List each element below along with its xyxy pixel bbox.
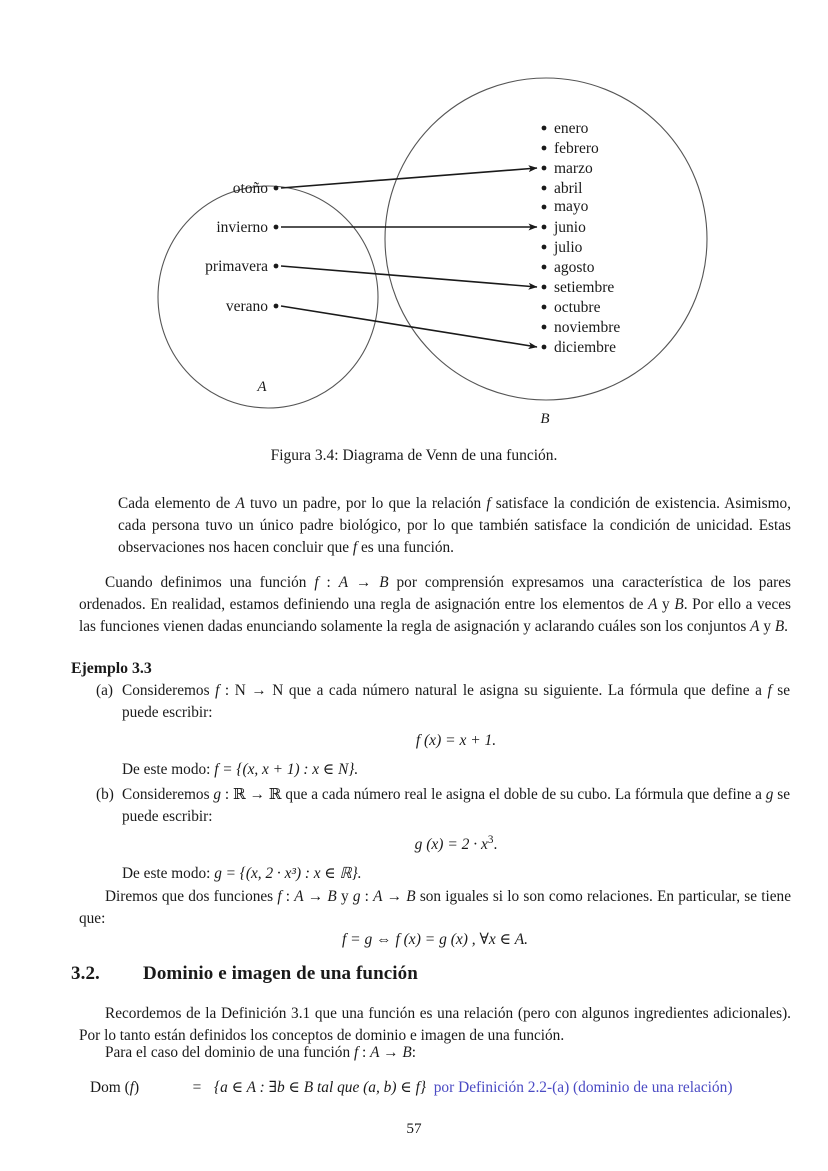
p3-c2: : bbox=[360, 888, 374, 905]
example-heading: Ejemplo 3.3 bbox=[71, 660, 152, 677]
quote-paragraph bbox=[118, 493, 791, 560]
quote-text-mid: tuvo un padre, por lo que la relación bbox=[244, 495, 487, 512]
ex-a-post: que a cada número natural le asigna su siguiente. La fórmula que define a bbox=[283, 682, 768, 699]
math-a: A bbox=[370, 1044, 380, 1061]
p2-s2: por comprensión expresamos una característica de los pares ordenados. En realidad, estamos definiendo una regla de asignación entre los elementos de bbox=[79, 574, 791, 614]
section-heading bbox=[71, 963, 418, 985]
example-item-marker: (b) bbox=[96, 786, 114, 803]
set-b-item-label: agosto bbox=[554, 259, 595, 276]
example-item-b bbox=[96, 784, 790, 885]
set-a-item-label: verano bbox=[225, 298, 268, 315]
equation-gx bbox=[122, 834, 790, 856]
ex-a-colon: : bbox=[219, 682, 235, 699]
equation-f-equals-g-text: f = g ⇔ f (x) = g (x) , ∀x ∈ A. bbox=[341, 931, 529, 948]
p3-c1: : bbox=[281, 888, 295, 905]
quote-text-pre: Cada elemento de bbox=[118, 495, 236, 512]
ex-a-pre: Consideremos bbox=[122, 682, 216, 699]
math-g: g bbox=[765, 786, 774, 803]
set-b-item-label: mayo bbox=[554, 198, 589, 215]
set-b-item-label: julio bbox=[554, 239, 583, 256]
set-b-item-label: junio bbox=[554, 219, 586, 236]
page-number: 57 bbox=[406, 1120, 422, 1137]
equation-gx-exponent: 3 bbox=[487, 834, 494, 847]
equation-fx bbox=[122, 730, 790, 752]
dom-lhs: Dom (f) bbox=[90, 1079, 140, 1096]
ex-b-post: que a cada número real le asigna el doble de su cubo. La fórmula que define a bbox=[281, 786, 766, 803]
math-b: B bbox=[406, 888, 416, 905]
ex-b-conclusion-eq: g = {(x, 2 · x³) : x ∈ ℝ}. bbox=[214, 864, 362, 882]
p2-s4: . Por ello a veces las funciones vienen dadas enunciando solamente la regla de asignación y aclarando cuáles son los conjuntos bbox=[79, 596, 791, 636]
set-a-point-verano bbox=[274, 304, 279, 309]
mapping-arrow-verano-diciembre bbox=[281, 306, 537, 347]
math-a: A bbox=[294, 888, 304, 905]
p2-s5: y bbox=[759, 618, 775, 636]
set-b-item-label: setiembre bbox=[554, 279, 615, 296]
venn-diagram-figure bbox=[0, 50, 828, 450]
math-naturals: N bbox=[272, 682, 284, 699]
example-item-marker: (a) bbox=[96, 682, 113, 699]
math-naturals: N bbox=[234, 682, 246, 699]
ex-a-end: se puede escribir: bbox=[122, 682, 791, 722]
math-b: B bbox=[327, 888, 337, 905]
math-b: B bbox=[674, 596, 684, 614]
dom-reference-link[interactable]: por Definición 2.2-(a) (dominio de una relación) bbox=[433, 1079, 733, 1096]
mapping-arrow-primavera-setiembre bbox=[281, 266, 537, 287]
math-reals: ℝ bbox=[233, 786, 246, 803]
math-b: B bbox=[379, 574, 389, 591]
math-a: A bbox=[373, 888, 383, 905]
quote-text-end: es una función. bbox=[357, 539, 455, 557]
set-b-item-label: abril bbox=[554, 180, 583, 197]
math-f: f bbox=[215, 682, 220, 699]
ex-b-pre: Consideremos bbox=[122, 786, 214, 803]
math-a: A bbox=[648, 596, 658, 614]
ex-b-end: se puede escribir: bbox=[122, 786, 791, 826]
p2-arrow: → bbox=[348, 574, 380, 591]
math-a: A bbox=[235, 495, 245, 512]
set-b-point-agosto bbox=[542, 265, 547, 270]
section-number: 3.2. bbox=[71, 963, 100, 984]
set-a-item-label: otoño bbox=[232, 180, 268, 197]
equation-gx-tail: . bbox=[493, 836, 498, 854]
set-b-point-julio bbox=[542, 245, 547, 250]
set-b-point-enero bbox=[542, 126, 547, 131]
dom-rhs: {a ∈ A : ∃b ∈ B tal que (a, b) ∈ f} bbox=[214, 1079, 427, 1096]
p3-s1: Diremos que dos funciones bbox=[105, 888, 278, 905]
equation-f-equals-g-wrap bbox=[79, 923, 791, 957]
ex-b-conclusion-pre: De este modo: bbox=[122, 864, 215, 882]
set-b-item-label: marzo bbox=[554, 160, 593, 177]
ex-a-conclusion-pre: De este modo: bbox=[122, 760, 215, 778]
set-b-point-febrero bbox=[542, 146, 547, 151]
ex-b-arrow: → bbox=[245, 786, 269, 803]
set-a-item-label: primavera bbox=[205, 258, 268, 275]
p2-colon: : bbox=[318, 574, 339, 591]
p2-s6: . bbox=[784, 618, 788, 636]
math-b: B bbox=[402, 1044, 412, 1061]
math-a: A bbox=[338, 574, 349, 591]
ex-a-arrow: → bbox=[245, 682, 273, 699]
p2-s1: Cuando definimos una función bbox=[105, 574, 315, 591]
ex-b-colon: : bbox=[221, 786, 234, 803]
set-b-point-marzo bbox=[542, 166, 547, 171]
p5-c: : bbox=[358, 1044, 371, 1061]
set-a-point-primavera bbox=[274, 264, 279, 269]
dom-definition-line bbox=[90, 1078, 790, 1097]
set-b-point-octubre bbox=[542, 305, 547, 310]
set-b-circle bbox=[385, 78, 707, 400]
p5-ar: → bbox=[379, 1044, 403, 1061]
math-b: B bbox=[774, 618, 785, 636]
ex-a-conclusion bbox=[122, 759, 790, 781]
figure-caption: Figura 3.4: Diagrama de Venn de una función. bbox=[270, 447, 558, 464]
dom-equals: = bbox=[192, 1079, 202, 1096]
set-b-point-junio bbox=[542, 225, 547, 230]
p3-s3: son iguales si lo son como relaciones. En particular, se tiene que: bbox=[79, 888, 791, 928]
math-f: f bbox=[767, 682, 772, 699]
set-b-point-mayo bbox=[542, 205, 547, 210]
equation-fx-text: f (x) = x + 1. bbox=[415, 732, 497, 750]
math-f: f bbox=[314, 574, 319, 591]
set-a-point-otono bbox=[274, 186, 279, 191]
math-f: f bbox=[277, 888, 282, 905]
paragraph-comprension bbox=[79, 572, 791, 639]
p3-s2: y bbox=[336, 888, 353, 905]
p5-s1: Para el caso del dominio de una función bbox=[105, 1044, 354, 1061]
set-a-circle bbox=[158, 186, 378, 408]
set-b-point-diciembre bbox=[542, 345, 547, 350]
math-a: A bbox=[750, 618, 760, 636]
math-g: g bbox=[352, 888, 361, 905]
equation-f-equals-g bbox=[79, 929, 791, 951]
example-item-a bbox=[96, 680, 790, 781]
paragraph-dominio-caso bbox=[79, 1042, 791, 1064]
equation-gx-text: g (x) = 2 · x bbox=[414, 836, 488, 854]
set-b-label: B bbox=[540, 411, 550, 427]
set-b-point-noviembre bbox=[542, 325, 547, 330]
p3-ar: → bbox=[303, 888, 328, 905]
paragraph-recordemos bbox=[79, 1003, 791, 1047]
quote-text-post: satisface la condición de existencia. Asimismo, cada persona tuvo un único padre biológico, por lo que también satisface la condición de unicidad. Estas observaciones nos hacen concluir que bbox=[118, 495, 791, 557]
set-b-item-label: noviembre bbox=[554, 319, 621, 336]
set-a-point-invierno bbox=[274, 225, 279, 230]
set-b-item-label: octubre bbox=[554, 299, 601, 316]
mapping-arrow-otono-marzo bbox=[281, 168, 537, 188]
ex-a-conclusion-eq: f = {(x, x + 1) : x ∈ N}. bbox=[214, 760, 359, 778]
p4-s1: Recordemos de la Definición 3.1 que una función es una relación (pero con algunos ingredientes adicionales). Por lo tanto están definidos los conceptos de dominio e imagen de una función. bbox=[79, 1005, 791, 1045]
p3-ar2: → bbox=[382, 888, 407, 905]
math-f: f bbox=[352, 539, 358, 557]
set-b-item-label: enero bbox=[554, 120, 589, 137]
section-title: Dominio e imagen de una función bbox=[143, 963, 418, 984]
set-b-point-abril bbox=[542, 186, 547, 191]
math-f: f bbox=[353, 1044, 359, 1061]
math-g: g bbox=[213, 786, 222, 803]
set-b-item-label: febrero bbox=[554, 140, 599, 157]
math-reals: ℝ bbox=[268, 786, 282, 803]
p2-s3: y bbox=[657, 596, 675, 614]
set-b-item-label: diciembre bbox=[554, 339, 616, 356]
set-b-point-setiembre bbox=[542, 285, 547, 290]
set-a-item-label: invierno bbox=[216, 219, 268, 236]
p5-s2: : bbox=[411, 1044, 417, 1061]
math-f: f bbox=[486, 495, 491, 512]
set-a-label: A bbox=[257, 379, 267, 395]
ex-b-conclusion bbox=[122, 863, 790, 885]
